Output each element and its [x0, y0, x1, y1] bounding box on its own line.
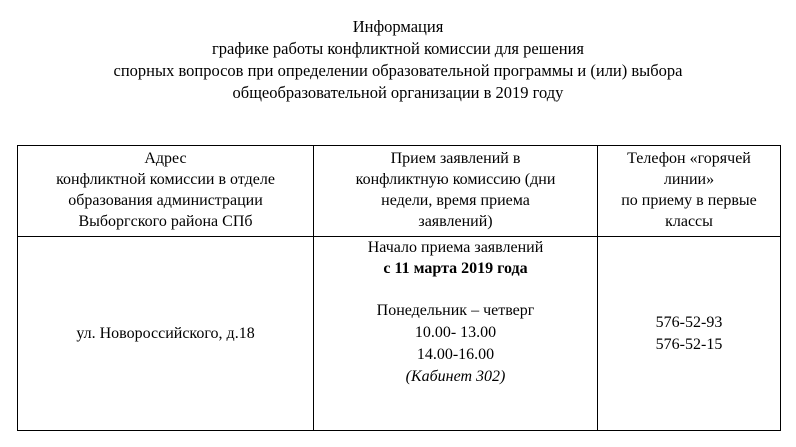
heading-line: графике работы конфликтной комиссии для решения — [212, 39, 584, 58]
header-hotline-line: классы — [665, 213, 713, 230]
start-date: с 11 марта 2019 года — [383, 260, 528, 277]
cell-address — [18, 237, 314, 431]
header-applications — [314, 146, 598, 237]
header-hotline-line: линии» — [663, 171, 715, 188]
header-applications-line: конфликтную комиссию (дни — [355, 171, 556, 188]
heading-title: Информация — [352, 17, 444, 36]
work-time-2: 14.00-16.00 — [416, 346, 495, 363]
header-applications-line: заявлений) — [418, 213, 493, 230]
phone-number: 576-52-93 — [655, 313, 723, 331]
header-address — [18, 146, 314, 237]
header-applications-line: Прием заявлений в — [390, 150, 521, 167]
cell-schedule — [314, 237, 598, 431]
cell-phones — [598, 237, 781, 431]
header-hotline-line: Телефон «горячей — [627, 150, 751, 167]
heading-line: спорных вопросов при определении образовательной программы и (или) выбора — [113, 61, 683, 80]
spacer — [318, 279, 593, 300]
work-time-1: 10.00- 13.00 — [414, 324, 497, 341]
header-applications-line: недели, время приема — [381, 192, 530, 209]
header-address-line: образования администрации — [68, 192, 263, 209]
table-row — [18, 237, 781, 431]
document-heading — [0, 16, 796, 104]
heading-line: общеобразовательной организации в 2019 году — [232, 83, 564, 102]
header-address-line: конфликтной комиссии в отделе — [56, 171, 275, 188]
header-address-line: Выборгского района СПб — [78, 213, 253, 230]
room-number: (Кабинет 302) — [405, 368, 506, 385]
work-days: Понедельник – четверг — [376, 302, 535, 319]
header-address-line: Адрес — [144, 150, 187, 167]
start-label: Начало приема заявлений — [367, 239, 544, 256]
phone-number: 576-52-15 — [655, 335, 723, 353]
header-hotline — [598, 146, 781, 237]
header-hotline-line: по приему в первые — [621, 192, 757, 209]
address-text: ул. Новороссийского, д.18 — [76, 325, 255, 342]
table-header-row — [18, 146, 781, 237]
schedule-table — [17, 145, 781, 431]
